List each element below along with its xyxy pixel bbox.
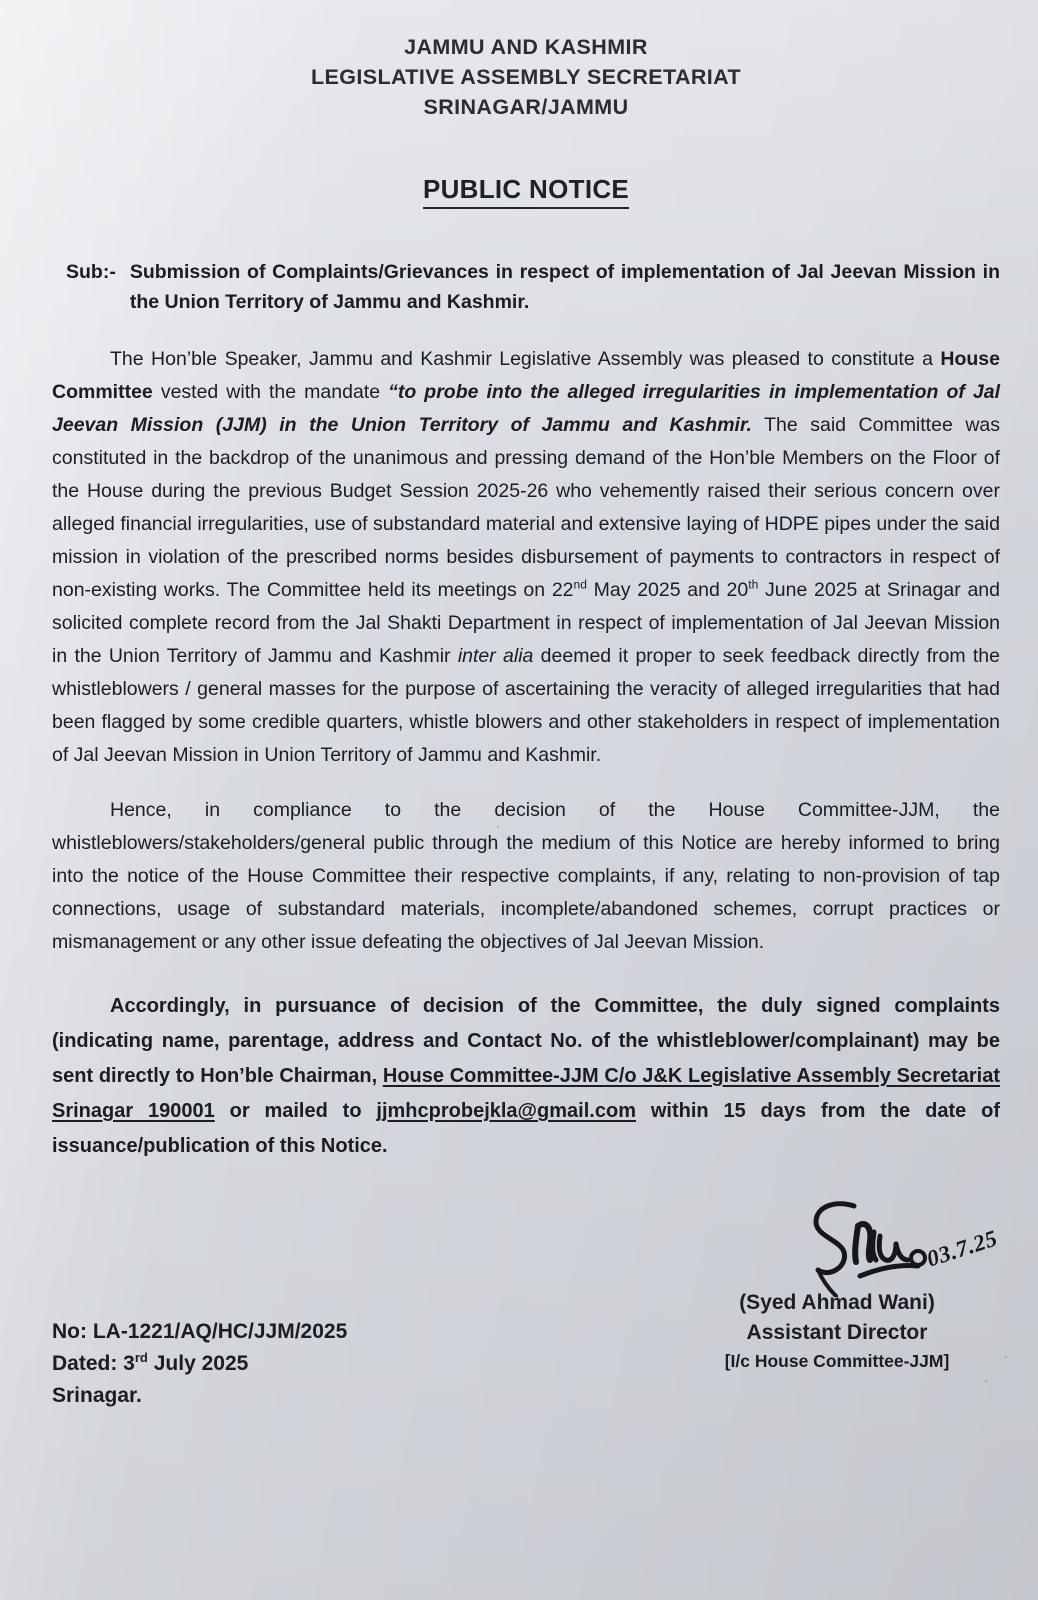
notice-body bbox=[52, 343, 1000, 1164]
scan-speck bbox=[628, 1040, 630, 1042]
reference-block bbox=[52, 1316, 347, 1412]
p1-segment-6: deemed it proper to seek feedback directly from the whistleblowers / general masses for the purpose of ascertaining the veracity of alleged irregularities that had been flagged by some credible quarters, whistle blowers and other stakeholders in respect of implementation of Jal Jeevan Mission in Union Territory of Jammu and Kashmir. bbox=[52, 645, 1000, 766]
p1-superscript-th: th bbox=[748, 577, 759, 592]
email-address[interactable]: jjmhcprobejkla@gmail.com bbox=[376, 1100, 636, 1122]
signatory-designation: Assistant Director bbox=[746, 1321, 928, 1344]
p1-segment-2: vested with the mandate bbox=[152, 381, 389, 403]
letterhead-line-2: LEGISLATIVE ASSEMBLY SECRETARIAT bbox=[310, 65, 742, 89]
reference-date-suffix: July 2025 bbox=[147, 1352, 249, 1375]
p3-segment-2: or mailed to bbox=[214, 1100, 377, 1122]
p1-superscript-nd: nd bbox=[573, 577, 587, 592]
subject-text: Submission of Complaints/Grievances in respect of implementation of Jal Jeevan Mission in the Union Territory of Jammu and Kashmir. bbox=[129, 261, 1000, 313]
p1-segment-4: May 2025 and 20 bbox=[586, 579, 749, 601]
p1-segment-5: June 2025 at Srinagar and solicited complete record from the Jal Shakti Department in respect of implementation of Jal Jeevan Mission in the Union Territory of Jammu and Kashmir bbox=[52, 579, 1000, 667]
p1-mandate-quote: to probe into the alleged irregularities in implementation of Jal Jeevan Mission (JJM) in the Union Territory of Jammu and Kashmir. bbox=[52, 381, 1000, 436]
p3-address-underlined: House Committee-JJM C/o J&K Legislative Assembly Secretariat Srinagar 190001 bbox=[52, 1065, 1001, 1122]
reference-date bbox=[52, 1348, 347, 1380]
paragraph-3 bbox=[52, 989, 1000, 1164]
page-title-wrap bbox=[52, 174, 1000, 209]
signatory-name: (Syed Ahmad Wani) bbox=[739, 1291, 935, 1314]
reference-date-superscript: rd bbox=[134, 1350, 148, 1365]
letterhead bbox=[52, 0, 1000, 122]
reference-place: Srinagar. bbox=[52, 1384, 142, 1407]
scan-speck bbox=[497, 826, 499, 828]
paragraph-1 bbox=[52, 343, 1000, 772]
p3-segment-1: Accordingly, in pursuance of decision of the Committee, the duly signed complaints (indicating name, parentage, address and Contact No. of the whistleblower/complainant) may be sent directly to Hon’ble Chairman, bbox=[52, 995, 1000, 1087]
p1-segment-1: The Hon’ble Speaker, Jammu and Kashmir Legislative Assembly was pleased to constitute a bbox=[110, 348, 941, 370]
subject-label: Sub:- bbox=[66, 261, 116, 283]
signature-date: 03.7.25 bbox=[923, 1225, 1000, 1272]
p1-segment-3: The said Committee was constituted in the backdrop of the unanimous and pressing demand of the Hon’ble Members on the Floor of the House during the previous Budget Session 2025-26 who vehemently raised their serious concern over alleged financial irregularities, use of substandard material and extensive laying of HDPE pipes under the said mission in violation of the prescribed norms besides disbursement of payments to contractors in respect of non-existing works. The Committee held its meetings on 22 bbox=[52, 414, 1000, 601]
letterhead-line-3: SRINAGAR/JAMMU bbox=[423, 95, 629, 119]
p1-quote-open: “ bbox=[388, 381, 398, 403]
p3-segment-3: within 15 days from the date of issuance/publication of this Notice. bbox=[52, 1100, 1001, 1157]
letterhead-line-1: JAMMU AND KASHMIR bbox=[404, 35, 648, 59]
paragraph-2 bbox=[52, 794, 1000, 959]
signature-block bbox=[672, 1196, 1002, 1374]
subject-line bbox=[52, 257, 1000, 317]
scan-speck bbox=[756, 848, 758, 850]
page-title: PUBLIC NOTICE bbox=[423, 174, 629, 209]
p2-text: Hence, in compliance to the decision of the House Committee-JJM, the whistleblowers/stakeholders/general public through the medium of this Notice are hereby informed to bring into the notice of the House Committee their respective complaints, if any, relating to non-provision of tap connections, usage of substandard materials, incomplete/abandoned schemes, corrupt practices or mismanagement or any other issue defeating the objectives of Jal Jeevan Mission. bbox=[52, 799, 1000, 953]
handwritten-signature bbox=[672, 1196, 1002, 1288]
reference-date-prefix: Dated: 3 bbox=[52, 1352, 135, 1375]
p1-italic-inter-alia: inter alia bbox=[457, 645, 534, 667]
scan-speck bbox=[985, 1380, 987, 1382]
scan-speck bbox=[1005, 1356, 1007, 1358]
signatory-charge: [I/c House Committee-JJM] bbox=[724, 1351, 950, 1371]
reference-number: No: LA-1221/AQ/HC/JJM/2025 bbox=[52, 1320, 348, 1343]
p1-bold-house-committee: House Committee bbox=[52, 348, 1000, 403]
